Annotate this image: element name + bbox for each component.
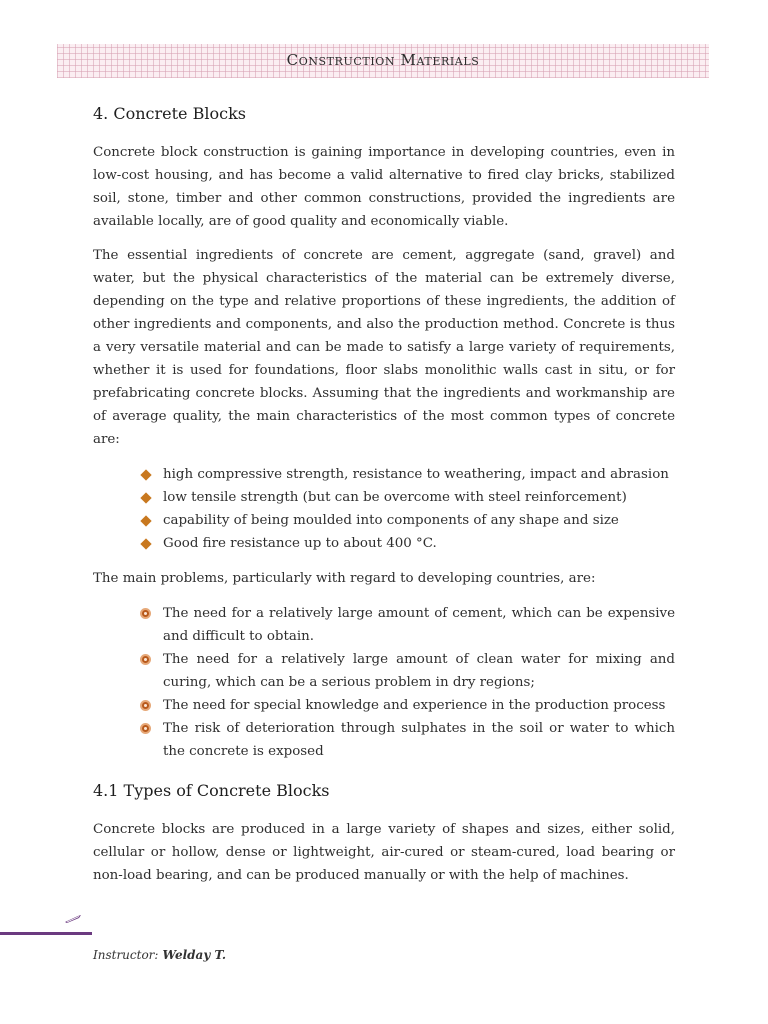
- list-item: [139, 509, 675, 532]
- list-item: [139, 648, 675, 694]
- section-heading: 4. Concrete Blocks: [93, 104, 246, 123]
- document-body: [93, 104, 675, 898]
- page-header-title: Construction Materials: [286, 51, 480, 69]
- diamond-bullet-icon: [140, 515, 151, 526]
- list-item-text: low tensile strength (but can be overcome with steel reinforcement): [163, 490, 627, 505]
- characteristics-list: [139, 463, 675, 555]
- list-item-text: The risk of deterioration through sulphates in the soil or water to which the concrete is exposed: [163, 721, 675, 759]
- subsection-heading: 4.1 Types of Concrete Blocks: [93, 781, 330, 800]
- ring-bullet-icon: [140, 700, 151, 711]
- footer-rule: [0, 932, 92, 935]
- page-header-band: [57, 44, 709, 78]
- diamond-bullet-icon: [140, 469, 151, 480]
- list-item-text: The need for special knowledge and experience in the production process: [163, 698, 666, 713]
- ring-bullet-icon: [140, 608, 151, 619]
- diamond-bullet-icon: [140, 538, 151, 549]
- list-item-text: high compressive strength, resistance to weathering, impact and abrasion: [163, 467, 669, 482]
- list-item: [139, 486, 675, 509]
- list-item: [139, 463, 675, 486]
- list-item: [139, 717, 675, 763]
- list-item-text: The need for a relatively large amount of clean water for mixing and curing, which can be a serious problem in dry regions;: [163, 652, 675, 690]
- paragraph: Concrete blocks are produced in a large variety of shapes and sizes, either solid, cellular or hollow, dense or lightweight, air-cured or steam-cured, load bearing or non-load bearing, and can be produced manually or with the help of machines.: [93, 822, 675, 883]
- list-item-text: capability of being moulded into components of any shape and size: [163, 513, 619, 528]
- list-item-text: The need for a relatively large amount of cement, which can be expensive and difficult to obtain.: [163, 606, 675, 644]
- ring-bullet-icon: [140, 654, 151, 665]
- footer-instructor: [93, 948, 226, 962]
- paragraph: The main problems, particularly with regard to developing countries, are:: [93, 571, 596, 586]
- ring-bullet-icon: [140, 723, 151, 734]
- list-item: [139, 602, 675, 648]
- list-item-text: Good fire resistance up to about 400 °C.: [163, 536, 437, 551]
- paragraph: The essential ingredients of concrete are cement, aggregate (sand, gravel) and water, but the physical characteristics of the material can be extremely diverse, depending on the type and relative proportions of these ingredients, the addition of other ingredients and components, and also the production method. Concrete is thus a very versatile material and can be made to satisfy a large variety of requirements, whether it is used for foundations, floor slabs monolithic walls cast in situ, or for prefabricating concrete blocks. Assuming that the ingredients and workmanship are of average quality, the main characteristics of the most common types of concrete are:: [93, 248, 675, 447]
- quill-pen-icon: [64, 914, 82, 924]
- list-item: [139, 694, 675, 717]
- paragraph: Concrete block construction is gaining importance in developing countries, even in low-cost housing, and has become a valid alternative to fired clay bricks, stabilized soil, stone, timber and other common constructions, provided the ingredients are available locally, are of good quality and economically viable.: [93, 145, 675, 229]
- list-item: [139, 532, 675, 555]
- instructor-name: Welday T.: [162, 948, 227, 962]
- diamond-bullet-icon: [140, 492, 151, 503]
- problems-list: [139, 602, 675, 763]
- instructor-label: Instructor:: [93, 948, 159, 962]
